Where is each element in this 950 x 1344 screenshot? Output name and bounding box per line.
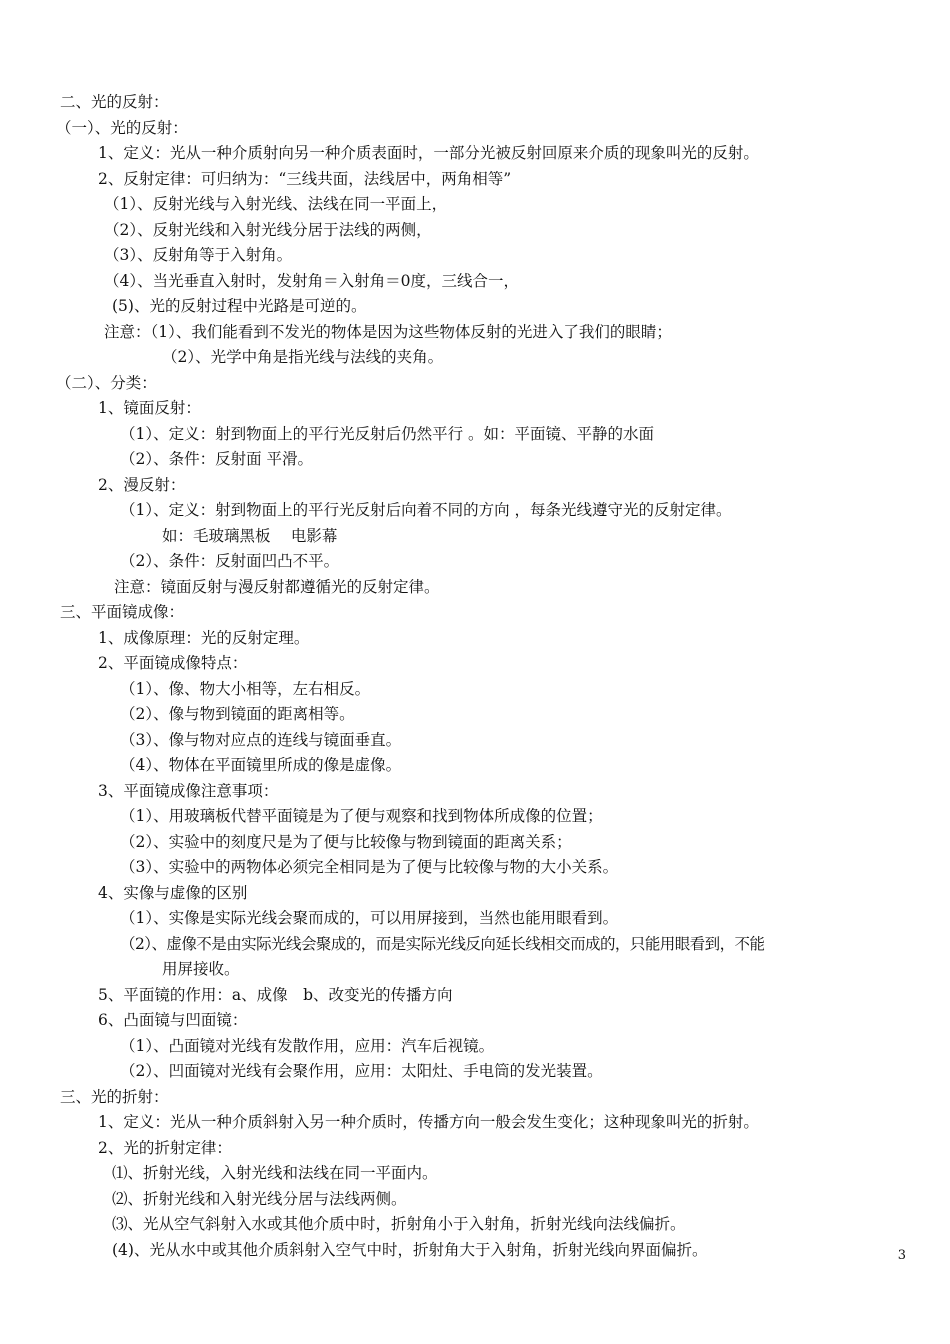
list-item: [0, 218, 950, 244]
list-item: [0, 1059, 950, 1085]
text-line: （3）、反射角等于入射角。: [104, 246, 293, 264]
list-item: [0, 1034, 950, 1060]
text-line: 1、镜面反射：: [98, 399, 201, 417]
paragraph: [0, 1008, 950, 1034]
text-line: （2）、凹面镜对光线有会聚作用，应用：太阳灶、手电筒的发光装置。: [120, 1062, 603, 1080]
text-line: （4）、当光垂直入射时，发射角＝入射角＝0度，三线合一，: [104, 271, 519, 290]
text-line: （1）、凸面镜对光线有发散作用，应用：汽车后视镜。: [120, 1036, 495, 1055]
paragraph: [0, 167, 950, 193]
text-line: （2）、反射光线和入射光线分居于法线的两侧，: [104, 220, 432, 239]
section-heading: [0, 90, 950, 116]
text-line: (5)、光的反射过程中光路是可逆的。: [112, 297, 367, 315]
text-line: 3、平面镜成像注意事项：: [98, 781, 279, 800]
list-item-continuation: [0, 957, 950, 983]
subsection-heading: [0, 371, 950, 397]
list-item: [0, 422, 950, 448]
paragraph: [0, 983, 950, 1009]
note: [0, 575, 950, 601]
text-line: （2）、条件：反射面 平滑。: [120, 450, 314, 468]
list-item: [0, 932, 950, 958]
text-line: ⑴、折射光线，入射光线和法线在同一平面内。: [112, 1164, 438, 1182]
text-line: 5、平面镜的作用：a、成像 b、改变光的传播方向: [98, 985, 453, 1004]
text-line: （1）、实像是实际光线会聚而成的，可以用屏接到，当然也能用眼看到。: [120, 909, 619, 927]
list-item: [0, 702, 950, 728]
list-item: [0, 728, 950, 754]
text-line: 用屏接收。: [162, 960, 240, 978]
text-line: （3）、像与物对应点的连线与镜面垂直。: [120, 730, 402, 749]
text-line: 4、实像与虚像的区别: [98, 883, 248, 902]
text-line: 三、光的折射：: [60, 1087, 169, 1106]
text-line: （1）、反射光线与入射光线、法线在同一平面上，: [104, 195, 448, 213]
paragraph: [0, 779, 950, 805]
text-line: 注意：镜面反射与漫反射都遵循光的反射定律。: [114, 577, 440, 596]
text-line: 2、光的折射定律：: [98, 1138, 232, 1157]
list-item: [0, 269, 950, 295]
text-line: 2、反射定律：可归纳为：“三线共面，法线居中，两角相等”: [98, 169, 512, 188]
text-line: （1）、用玻璃板代替平面镜是为了便与观察和找到物体所成像的位置；: [120, 807, 603, 825]
text-line: ⑵、折射光线和入射光线分居与法线两侧。: [112, 1189, 407, 1208]
paragraph: [0, 651, 950, 677]
list-item: [0, 498, 950, 524]
list-item: [0, 549, 950, 575]
text-line: （二）、分类：: [56, 373, 157, 392]
list-item: [0, 830, 950, 856]
text-line: （1）、定义：射到物面上的平行光反射后向着不同的方向 ，每条光线遵守光的反射定律。: [120, 501, 732, 519]
note: [0, 345, 950, 371]
list-item: [0, 1161, 950, 1187]
section-heading: [0, 1085, 950, 1111]
list-item: [0, 192, 950, 218]
text-line: 二、光的反射：: [60, 93, 169, 111]
paragraph: [0, 141, 950, 167]
text-line: （一）、光的反射：: [56, 118, 188, 137]
page-number: 3: [897, 1248, 906, 1263]
paragraph: [0, 1136, 950, 1162]
text-line: （2）、实验中的刻度尺是为了便与比较像与物到镜面的距离关系；: [120, 832, 572, 851]
paragraph: [0, 396, 950, 422]
text-line: (4)、光从水中或其他介质斜射入空气中时，折射角大于入射角，折射光线向界面偏折。: [112, 1240, 708, 1259]
paragraph: [0, 1110, 950, 1136]
list-item: [0, 1187, 950, 1213]
paragraph: [0, 626, 950, 652]
list-item: [0, 294, 950, 320]
paragraph: [0, 881, 950, 907]
text-line: （2）、虚像不是由实际光线会聚成的，而是实际光线反向延长线相交而成的，只能用眼看到，不能: [120, 934, 765, 953]
text-line: 注意：（1）、我们能看到不发光的物体是因为这些物体反射的光进入了我们的眼睛；: [104, 322, 672, 341]
text-line: 如：毛玻璃黑板 电影幕: [162, 526, 338, 545]
paragraph: [0, 473, 950, 499]
text-line: （2）、条件：反射面凹凸不平。: [120, 552, 340, 570]
list-item: [0, 447, 950, 473]
section-heading: [0, 600, 950, 626]
text-line: 1、定义：光从一种介质斜射入另一种介质时，传播方向一般会发生变化；这种现象叫光的折射。: [98, 1113, 759, 1131]
text-line: ⑶、光从空气斜射入水或其他介质中时，折射角小于入射角，折射光线向法线偏折。: [112, 1215, 686, 1233]
list-item: [0, 855, 950, 881]
text-line: （1）、定义：射到物面上的平行光反射后仍然平行 。如：平面镜、平静的水面: [120, 424, 655, 443]
list-item: [0, 753, 950, 779]
text-line: 2、平面镜成像特点：: [98, 654, 248, 672]
text-line: 2、漫反射：: [98, 475, 186, 494]
list-item: [0, 1212, 950, 1238]
text-line: （3）、实验中的两物体必须完全相同是为了便与比较像与物的大小关系。: [120, 858, 619, 876]
list-item: [0, 677, 950, 703]
list-item: [0, 243, 950, 269]
note: [0, 320, 950, 346]
text-line: 6、凸面镜与凹面镜：: [98, 1011, 248, 1029]
text-line: 1、成像原理：光的反射定理。: [98, 628, 310, 647]
list-item: [0, 804, 950, 830]
text-line: （1）、像、物大小相等，左右相反。: [120, 679, 371, 698]
text-line: 三、平面镜成像：: [60, 603, 185, 621]
list-item: [0, 524, 950, 550]
text-line: （4）、物体在平面镜里所成的像是虚像。: [120, 756, 402, 774]
list-item: [0, 1238, 950, 1264]
document-body: [0, 90, 950, 1263]
text-line: （2）、像与物到镜面的距离相等。: [120, 705, 355, 723]
list-item: [0, 906, 950, 932]
text-line: （2）、光学中角是指光线与法线的夹角。: [162, 348, 444, 366]
text-line: 1、定义：光从一种介质射向另一种介质表面时，一部分光被反射回原来介质的现象叫光的反射。: [98, 144, 759, 162]
subsection-heading: [0, 116, 950, 142]
